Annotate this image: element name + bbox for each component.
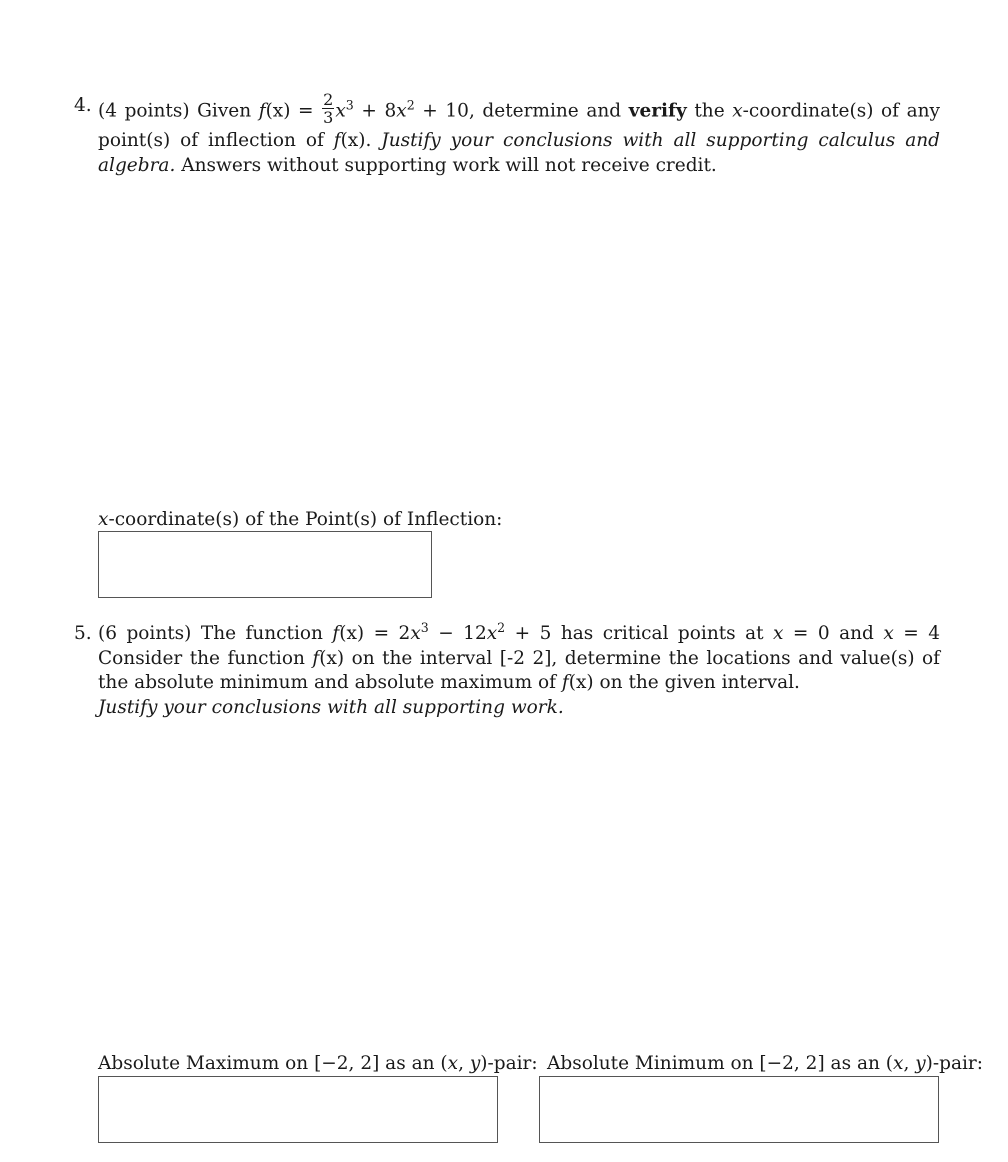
abs-max-answer-box[interactable] (98, 1076, 498, 1143)
verify-emphasis: verify (628, 100, 687, 122)
problem-4-number: 4. (74, 95, 92, 116)
inflection-answer-label: x-coordinate(s) of the Point(s) of Inflection: (98, 509, 503, 530)
problem-4 (74, 90, 940, 178)
abs-min-answer-box[interactable] (539, 1076, 939, 1143)
justify-instruction: Justify your conclusions with all supporting calculus and algebra. (98, 130, 940, 176)
fraction-two-thirds: $\frac{2}{3}$ (323, 90, 334, 127)
problem-5 (74, 622, 940, 720)
abs-max-label: Absolute Maximum on [−2, 2] as an (x, y)-pair: (98, 1053, 538, 1074)
problem-5-justify: Justify your conclusions with all supporting work. (98, 696, 564, 718)
problem-5-text: (6 points) The function $f(x) = 2x^3 - 12x^2 + 5$ has critical points at x = 0 and x = 4 Consider the function f(x) on the interval [-2 2], determine the locations and value(s) of the absolute minimum and absolute maximum of f(x) on the given interval. (98, 620, 940, 693)
problem-4-text: (4 points) Given f(x) = $\frac{2}{3}$ $x^3 + 8x^2 + 10$, determine and verify the x-coordinate(s) of any point(s) of inflection of f(x). Justify your conclusions with all supporting calculus and algebra. Answers without supporting work will not receive credit. (98, 90, 940, 176)
inflection-answer-box[interactable] (98, 531, 432, 598)
abs-min-label: Absolute Minimum on [−2, 2] as an (x, y)-pair: (547, 1053, 983, 1074)
problem-5-number: 5. (74, 623, 92, 644)
